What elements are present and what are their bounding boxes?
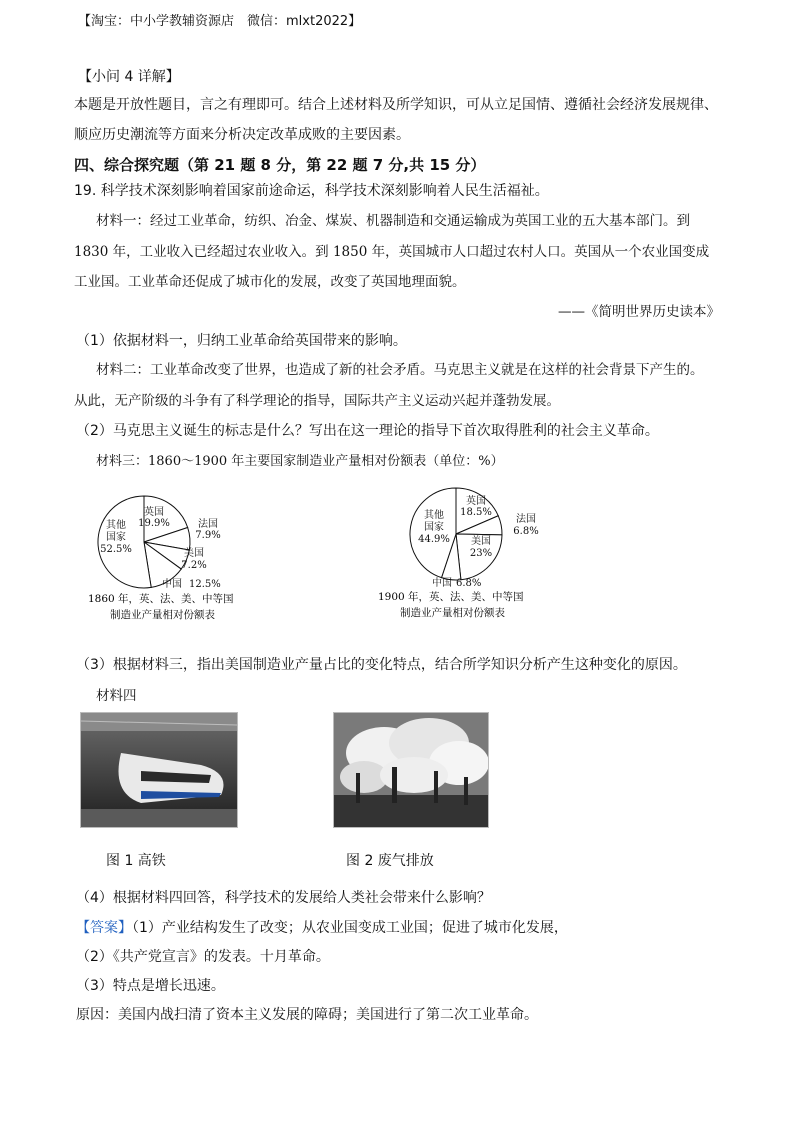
- pie1860-other-label1: 其他: [106, 520, 126, 531]
- pie1900-us-label: 美国: [471, 536, 491, 547]
- material1-line3: 工业国。工业革命还促成了城市化的发展，改变了英国地理面貌。: [74, 274, 466, 290]
- train-illustration: [81, 713, 237, 827]
- pie1860-other-value: 52.5%: [100, 544, 132, 555]
- pie1900-uk-label: 英国: [466, 496, 486, 507]
- pie1900-fr-label: 法国: [516, 514, 536, 525]
- q4-detail-title: 【小问 4 详解】: [78, 69, 180, 85]
- pie1900-cn-label: 中国: [432, 578, 452, 589]
- material1-line2: 1830 年，工业收入已经超过农业收入。到 1850 年，英国城市人口超过农村人口。英国从一个农业国变成: [74, 244, 710, 260]
- pie-chart-1860: [86, 490, 276, 630]
- answer-2: （2）《共产党宣言》的发表。十月革命。: [76, 949, 330, 965]
- question-1: （1）依据材料一，归纳工业革命给英国带来的影响。: [76, 333, 407, 349]
- q4-detail-line2: 顺应历史潮流等方面来分析决定改革成败的主要因素。: [74, 127, 410, 143]
- material2-line2: 从此，无产阶级的斗争有了科学理论的指导，国际共产主义运动兴起并蓬勃发展。: [74, 393, 560, 409]
- q19-stem: 19. 科学技术深刻影响着国家前途命运，科学技术深刻影响着人民生活福祉。: [74, 183, 549, 199]
- answer-1: （1）产业结构发生了改变；从农业国变成工业国；促进了城市化发展，: [132, 920, 568, 936]
- pie1860-cn-label: 中国: [162, 579, 182, 590]
- pie1860-fr-value: 7.9%: [195, 530, 221, 541]
- high-speed-train-photo: [80, 712, 238, 828]
- page-header: 【淘宝：中小学教辅资源店 微信：mlxt2022】: [78, 14, 362, 29]
- answer-3: （3）特点是增长迅速。: [76, 978, 225, 994]
- pie1860-cn-value: 12.5%: [189, 579, 221, 590]
- question-2: （2）马克思主义诞生的标志是什么？写出在这一理论的指导下首次取得胜利的社会主义革命。: [76, 423, 659, 439]
- pie1860-caption1: 1860 年，英、法、美、中等国: [88, 593, 234, 605]
- material1-line1: 材料一：经过工业革命，纺织、冶金、煤炭、机器制造和交通运输成为英国工业的五大基本部门。到: [96, 213, 690, 229]
- section-title: 四、综合探究题（第 21 题 8 分，第 22 题 7 分,共 15 分）: [74, 156, 486, 174]
- pie1900-fr-value: 6.8%: [513, 526, 539, 537]
- pie1900-other-label1: 其他: [424, 510, 444, 521]
- question-3: （3）根据材料三，指出美国制造业产量占比的变化特点，结合所学知识分析产生这种变化的原因。: [76, 657, 687, 673]
- question-4: （4）根据材料四回答，科学技术的发展给人类社会带来什么影响？: [76, 890, 491, 906]
- pie1900-caption1: 1900 年，英、法、美、中等国: [378, 591, 524, 603]
- pie1860-caption2: 制造业产量相对份额表: [110, 609, 215, 621]
- emission-photo: [333, 712, 489, 828]
- pie1900-uk-value: 18.5%: [460, 507, 492, 518]
- material1-source: ——《简明世界历史读本》: [558, 304, 720, 320]
- pie1860-us-label: 美国: [184, 548, 204, 559]
- pie1900-caption2: 制造业产量相对份额表: [400, 607, 505, 619]
- pie1900-us-value: 23%: [469, 548, 493, 559]
- pie1900-cn-value: 6.8%: [456, 578, 482, 589]
- pie1900-other-label2: 国家: [424, 522, 444, 533]
- q4-detail-line1: 本题是开放性题目，言之有理即可。结合上述材料及所学知识，可从立足国情、遵循社会经济发展规律、: [74, 97, 718, 113]
- emission-illustration: [334, 713, 488, 827]
- answer-4: 原因：美国内战扫清了资本主义发展的障碍；美国进行了第二次工业革命。: [76, 1007, 538, 1023]
- answer-tag: 【答案】: [76, 920, 132, 936]
- pie-chart-1900: [376, 482, 566, 622]
- material2-line1: 材料二：工业革命改变了世界，也造成了新的社会矛盾。马克思主义就是在这样的社会背景下产生的。: [96, 362, 704, 378]
- figure1-caption: 图 1 高铁: [106, 853, 166, 869]
- pie1860-uk-label: 英国: [144, 507, 164, 518]
- material3-title: 材料三：1860～1900 年主要国家制造业产量相对份额表（单位：%）: [96, 454, 504, 469]
- pie1860-other-label2: 国家: [106, 532, 126, 543]
- answer-line1: [76, 917, 568, 937]
- pie1860-fr-label: 法国: [198, 519, 218, 530]
- material4-title: 材料四: [96, 688, 137, 704]
- pie1900-other-value: 44.9%: [418, 534, 450, 545]
- figure2-caption: 图 2 废气排放: [346, 853, 434, 869]
- pie1860-us-value: 7.2%: [181, 560, 207, 571]
- pie1860-uk-value: 19.9%: [138, 518, 170, 529]
